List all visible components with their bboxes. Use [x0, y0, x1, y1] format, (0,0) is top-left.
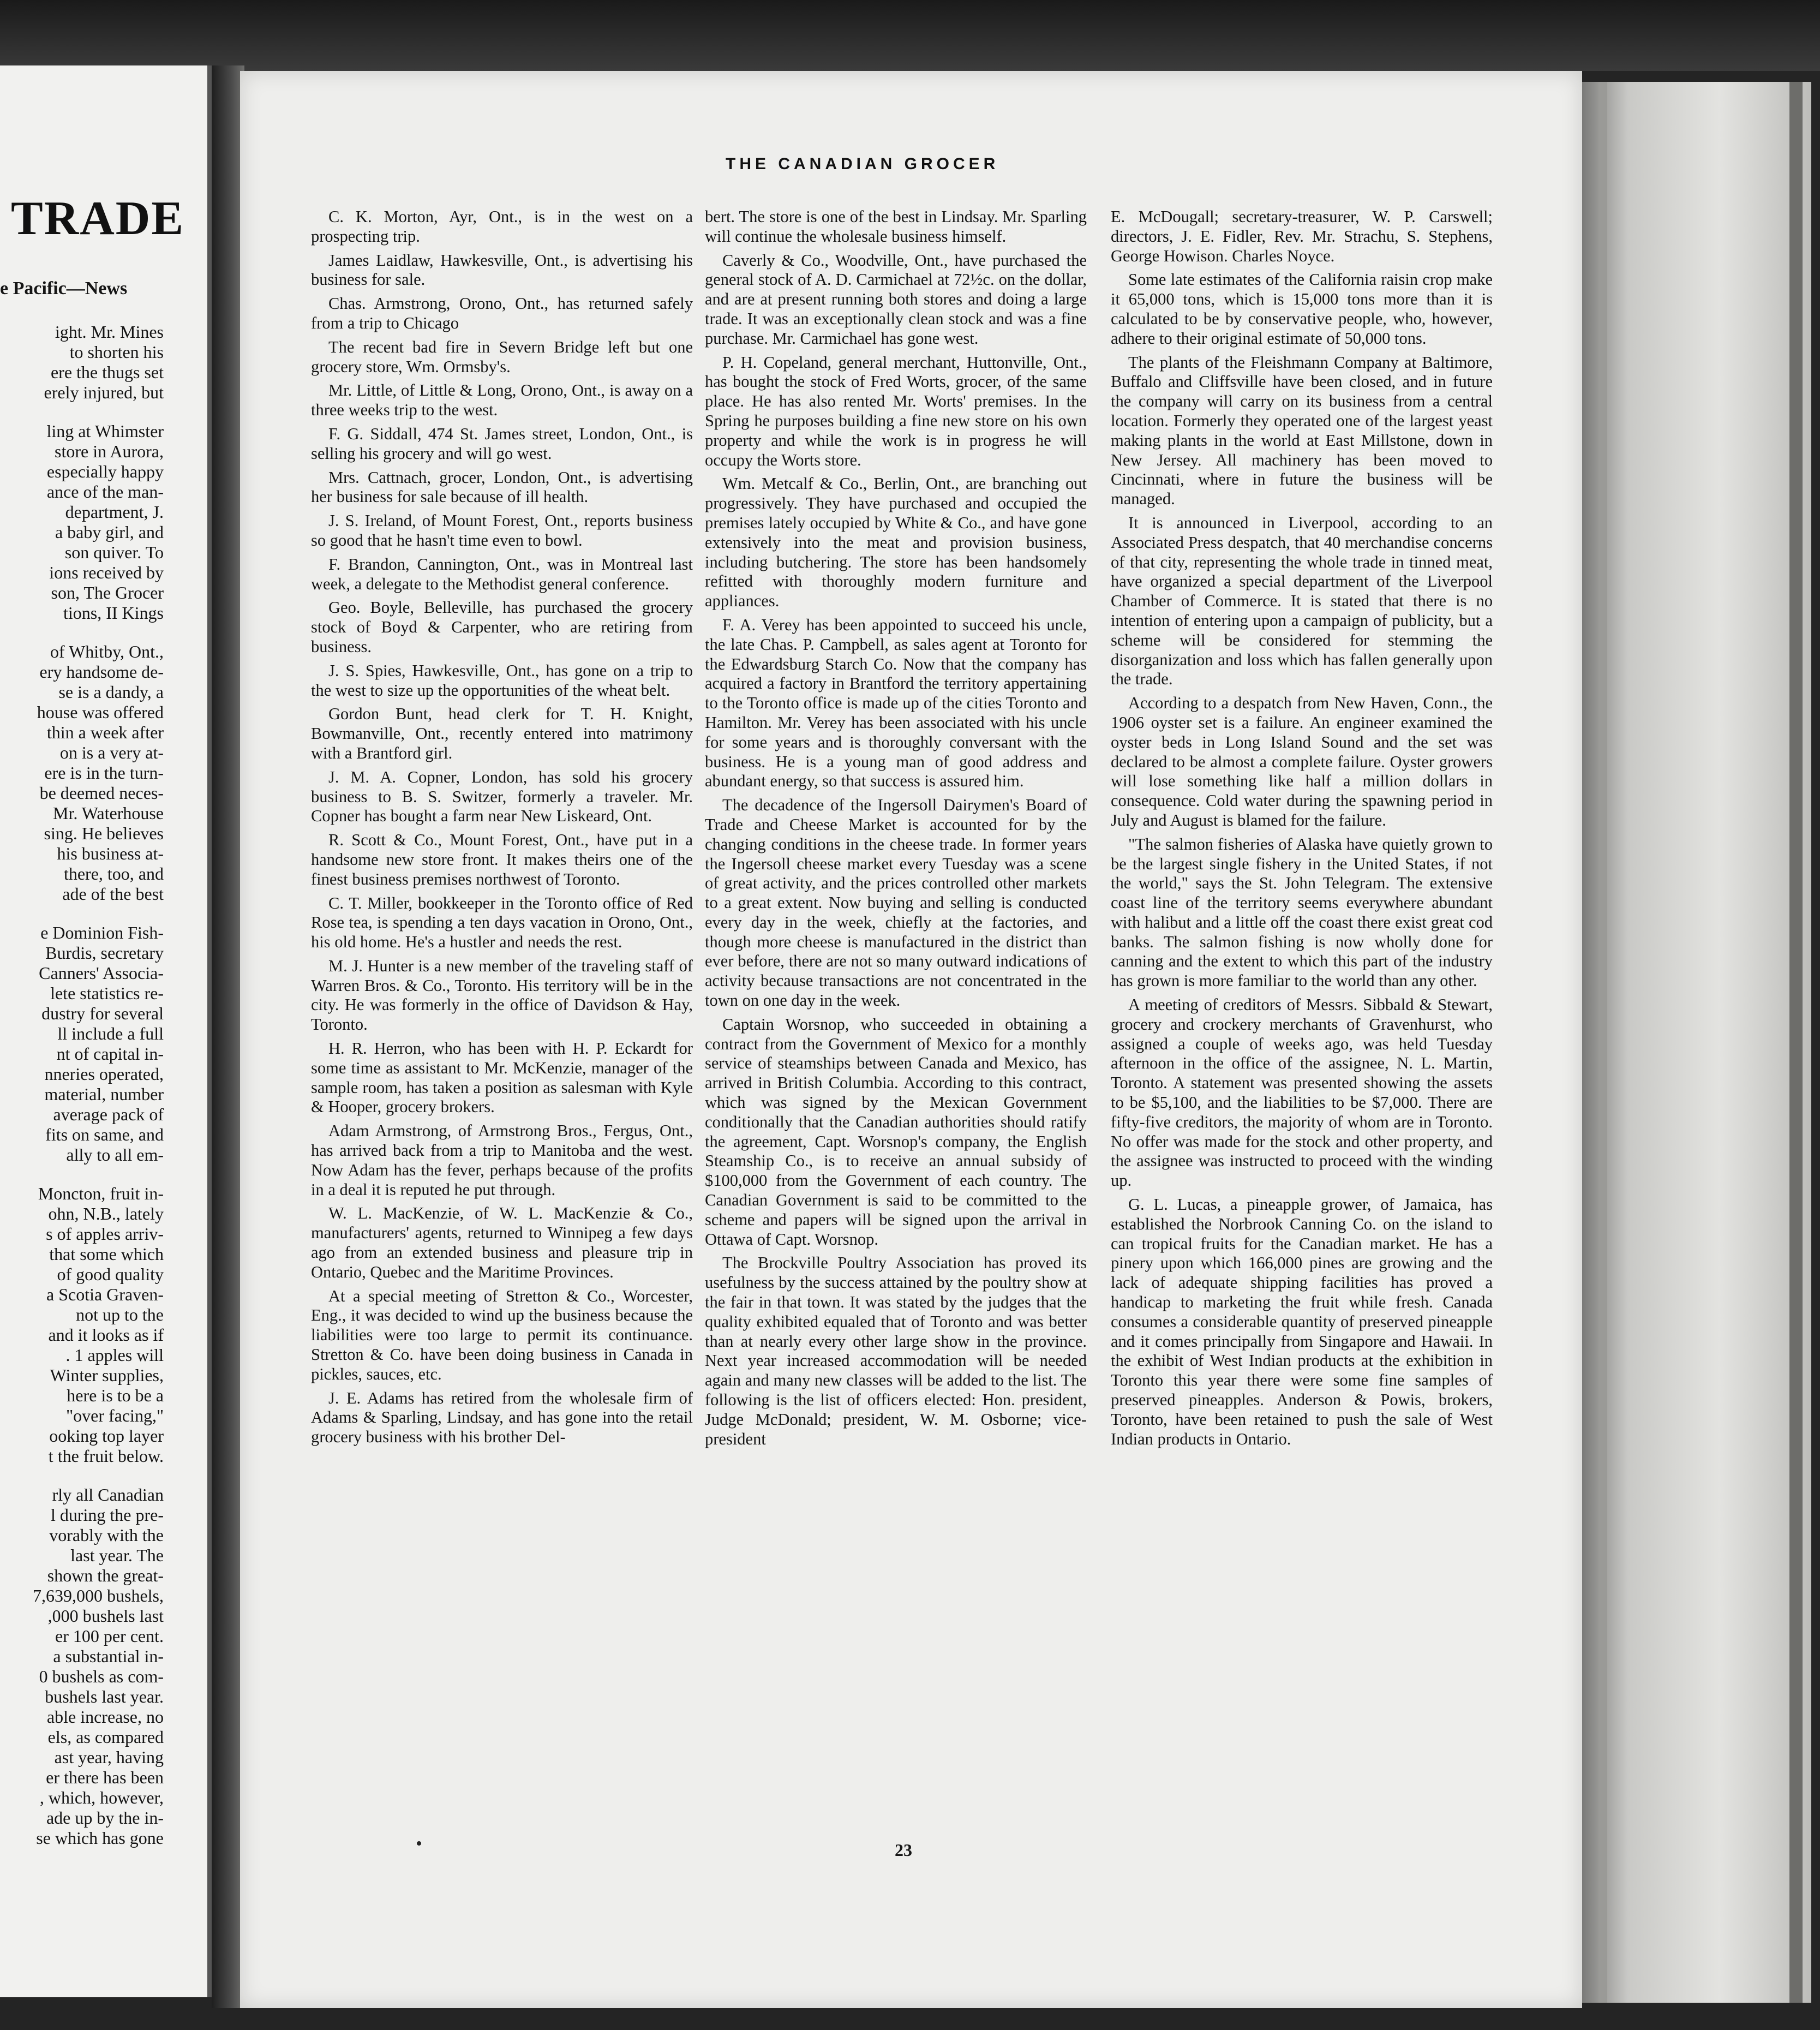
news-paragraph: A meeting of creditors of Messrs. Sibbald & Stewart, grocery and crockery merchants of Gravenhurst, who assigned a couple of weeks ago, was held Tuesday afternoon in the office of the assignee, N. L. Martin, Toronto. A statement was presented showing the assets to be $5,100, and the liabilities to be $7,000. There are fifty-five creditors, the majority of whom are in Toronto. No offer was made for the stock and other property, and the assignee was instructed to proceed with the winding up. — [1111, 995, 1493, 1190]
page-stack-line — [1789, 82, 1803, 2003]
facing-page-line: store in Aurora, — [55, 441, 164, 461]
news-paragraph: Caverly & Co., Woodville, Ont., have purchased the general stock of A. D. Carmichael at 72½c. on the dollar, and are at present running both stores and doing a large trade. It was an exceptionally clean stock and was a fine purchase. Mr. Carmichael has gone west. — [705, 250, 1087, 348]
facing-page-line: able increase, no — [46, 1707, 164, 1727]
facing-page-line: , which, however, — [39, 1788, 164, 1807]
facing-page-line: "over facing," — [66, 1406, 164, 1425]
facing-page-line: ere is in the turn- — [44, 763, 164, 783]
facing-page-line: ast year, having — [54, 1747, 164, 1767]
facing-page-line: er 100 per cent. — [55, 1626, 164, 1646]
facing-page-line: ery handsome de- — [39, 662, 164, 682]
facing-page-line: er there has been — [46, 1768, 164, 1787]
paragraph-gap — [0, 1466, 164, 1485]
news-paragraph: Mrs. Cattnach, grocer, London, Ont., is advertising her business for sale because of ill health. — [311, 468, 693, 506]
news-paragraph: It is announced in Liverpool, according to an Associated Press despatch, that 40 merchandise concerns of that city, representing the whole trade in tinned meat, have organized a special department of the Liverpool Chamber of Commerce. It is stated that there is no intention of entering upon a campaign of publicity, but a scheme will be considered for stemming the disorganization and loss which has fallen generally upon the trade. — [1111, 513, 1493, 689]
facing-page-line: there, too, and — [63, 864, 164, 883]
facing-page-line: e Dominion Fish- — [40, 923, 164, 942]
facing-page-line: Canners' Associa- — [39, 963, 164, 983]
facing-page-line: his business at- — [57, 844, 164, 863]
news-paragraph: M. J. Hunter is a new member of the traveling staff of Warren Bros. & Co., Toronto. His territory will be in the city. He was formerly in the office of Davidson & Hay, Toronto. — [311, 956, 693, 1034]
page-stack-line — [1599, 82, 1607, 2003]
facing-page-line: vorably with the — [49, 1525, 164, 1545]
facing-page-line: son quiver. To — [64, 542, 164, 562]
facing-page-text — [0, 322, 167, 1848]
facing-page-line: house was offered — [37, 702, 164, 722]
facing-page-line: Burdis, secretary — [45, 943, 164, 963]
facing-page-line: department, J. — [65, 502, 164, 522]
facing-page-left — [0, 65, 212, 1997]
book-gutter — [212, 65, 244, 2008]
facing-page-title: TRADE — [11, 192, 185, 245]
facing-page-line: on is a very at- — [59, 743, 164, 762]
news-paragraph: Chas. Armstrong, Orono, Ont., has returned safely from a trip to Chicago — [311, 294, 693, 332]
facing-page-line: els, as compared — [47, 1727, 164, 1747]
facing-page-line: sing. He believes — [44, 823, 164, 843]
facing-page-line: that some which — [49, 1244, 164, 1264]
news-paragraph: The decadence of the Ingersoll Dairymen's Board of Trade and Cheese Market is accounted for by the changing conditions in the cheese trade. In former years the Ingersoll cheese market every Tuesday was a scene of great activity, and the prices controlled other markets to a great extent. Now buying and selling is conducted every day in the week, chiefly at the factories, and though more cheese is manufactured in the district than ever before, there are not so many outward indications of activity because transactions are not concentrated in the town on one day in the week. — [705, 796, 1087, 1010]
facing-page-line: rly all Canadian — [52, 1485, 164, 1504]
facing-page-line: Moncton, fruit in- — [38, 1184, 164, 1203]
news-paragraph: Geo. Boyle, Belleville, has purchased the grocery stock of Boyd & Carpenter, who are retiring from business. — [311, 598, 693, 656]
text-column-2 — [705, 207, 1087, 1453]
news-paragraph: J. S. Ireland, of Mount Forest, Ont., reports business so good that he hasn't time even to bowl. — [311, 511, 693, 550]
facing-page-line: a baby girl, and — [55, 522, 164, 542]
facing-page-line: to shorten his — [69, 342, 164, 362]
news-paragraph: F. A. Verey has been appointed to succeed his uncle, the late Chas. P. Campbell, as sales agent at Toronto for the Edwardsburg Starch Co. Now that the company has acquired a factory in Brantford the territory appertaining to the Toronto office is made up of the cities Toronto and Hamilton. Mr. Verey has been associated with his uncle for some years and is thoroughly conversant with the business. He is a young man of good address and abundant energy, so that success is assured him. — [705, 615, 1087, 791]
paragraph-gap — [0, 403, 164, 421]
facing-page-line: ance of the man- — [46, 482, 164, 501]
facing-page-line: not up to the — [76, 1305, 164, 1324]
news-paragraph: R. Scott & Co., Mount Forest, Ont., have put in a handsome new store front. It makes theirs one of the finest business premises northwest of Toronto. — [311, 831, 693, 888]
news-paragraph: Wm. Metcalf & Co., Berlin, Ont., are branching out progressively. They have purchased and occupied the premises lately occupied by White & Co., and have gone extensively into the meat and provision business, including butchering. The store has been handsomely refitted with thoroughly modern furniture and appliances. — [705, 474, 1087, 611]
facing-page-line: ll include a full — [57, 1024, 164, 1043]
ink-dot — [417, 1841, 421, 1846]
scan-border-top — [0, 0, 1820, 71]
text-column-1 — [311, 207, 693, 1452]
news-paragraph: P. H. Copeland, general merchant, Huttonville, Ont., has bought the stock of Fred Worts, grocer, of the same place. He has also rented Mr. Worts' premises. In the Spring he purposes building a fine new store on his own property and while the work is in progress he will occupy the Worts store. — [705, 353, 1087, 469]
facing-page-line: ooking top layer — [49, 1426, 164, 1446]
facing-page-line: 7,639,000 bushels, — [33, 1586, 164, 1605]
news-paragraph: E. McDougall; secretary-treasurer, W. P. Carswell; directors, J. E. Fidler, Rev. Mr. Strachu, S. Stephens, George Howison. Charles Noyce. — [1111, 207, 1493, 265]
news-paragraph: Some late estimates of the California raisin crop make it 65,000 tons, which is 15,000 tons more than it is calculated to be by conservative people, who, however, adhere to their original estimate of 50,000 tons. — [1111, 270, 1493, 348]
news-paragraph: bert. The store is one of the best in Lindsay. Mr. Sparling will continue the wholesale business himself. — [705, 207, 1087, 246]
facing-page-line: ade up by the in- — [46, 1808, 164, 1828]
news-paragraph: Adam Armstrong, of Armstrong Bros., Fergus, Ont., has arrived back from a trip to Manitoba and the west. Now Adam has the fever, perhaps because of the profits in a deal it is reputed he put through. — [311, 1121, 693, 1199]
facing-page-line: ,000 bushels last — [47, 1606, 164, 1626]
facing-page-line: se which has gone — [36, 1828, 164, 1848]
news-paragraph: J. M. A. Copner, London, has sold his grocery business to B. S. Switzer, formerly a traveler. Mr. Copner has bought a farm near New Liskeard, Ont. — [311, 767, 693, 826]
news-paragraph: C. T. Miller, bookkeeper in the Toronto office of Red Rose tea, is spending a ten days vacation in Orono, Ont., his old home. He's a hustler and needs the rest. — [311, 893, 693, 952]
news-paragraph: "The salmon fisheries of Alaska have quietly grown to be the largest single fishery in the United States, if not the world," says the St. John Telegram. The extensive coast line of the territory seems everywhere abundant with halibut and a little off the coast there exist great cod banks. The salmon fishing is now wholly done for canning and the extent to which this part of the industry has grown is more familiar to the world than any other. — [1111, 834, 1493, 990]
facing-page-line: Mr. Waterhouse — [52, 803, 164, 823]
facing-page-line: ions received by — [49, 563, 164, 582]
facing-page-line: se is a dandy, a — [58, 682, 164, 702]
news-paragraph: Captain Worsnop, who succeeded in obtaining a contract from the Government of Mexico for a monthly service of steamships between Canada and Mexico, has arrived in British Columbia. According to this contract, which was signed by the Mexican Government conditionally that the Canadian authorities should ratify the agreement, Capt. Worsnop's company, the English Steamship Co., is to receive an annual subsidy of $100,000 from the Government of each country. The Canadian Government is said to be committed to the scheme and papers will be signed upon the arrival in Ottawa of Capt. Worsnop. — [705, 1014, 1087, 1249]
facing-page-line: s of apples arriv- — [46, 1224, 164, 1244]
facing-page-line: lete statistics re- — [50, 983, 164, 1003]
facing-page-line: a substantial in- — [53, 1646, 164, 1666]
paragraph-gap — [0, 904, 164, 923]
page-number: 23 — [895, 1840, 912, 1860]
facing-page-line: average pack of — [53, 1104, 164, 1124]
facing-page-line: shown the great- — [47, 1566, 164, 1585]
news-paragraph: W. L. MacKenzie, of W. L. MacKenzie & Co., manufacturers' agents, returned to Winnipeg a few days ago from an extended business and pleasure trip in Ontario, Quebec and the Maritime Provinces. — [311, 1204, 693, 1281]
news-paragraph: G. L. Lucas, a pineapple grower, of Jamaica, has established the Norbrook Canning Co. on the island to can tropical fruits for the Canadian market. He has a pinery upon which 166,000 pines are growing and the lack of adequate shipping facilities has proved a handicap to marketing the fruit while fresh. Canada consumes a considerable quantity of preserved pineapple and it comes principally from Singapore and Hawaii. In the exhibit of West Indian products at the exhibition in Toronto this year there were some fine samples of preserved pineapples. Anderson & Powis, brokers, Toronto, have been retained to push the sale of West Indian products in Ontario. — [1111, 1195, 1493, 1448]
facing-page-line: material, number — [44, 1084, 164, 1104]
facing-page-line: ere the thugs set — [50, 362, 164, 382]
facing-page-line: tions, II Kings — [63, 603, 164, 623]
news-paragraph: H. R. Herron, who has been with H. P. Eckardt for some time as assistant to Mr. McKenzie, manager of the sample room, has taken a position as salesman with Kyle & Hooper, grocery brokers. — [311, 1039, 693, 1116]
paragraph-gap — [0, 623, 164, 642]
facing-page-line: thin a week after — [46, 723, 164, 742]
facing-page-line: erely injured, but — [44, 383, 164, 402]
facing-page-line: fits on same, and — [45, 1125, 164, 1144]
facing-page-line: nneries operated, — [44, 1064, 164, 1084]
facing-page-line: ohn, N.B., lately — [48, 1204, 164, 1223]
facing-page-line: ade of the best — [62, 884, 164, 904]
facing-page-line: a Scotia Graven- — [46, 1285, 164, 1304]
facing-page-line: and it looks as if — [48, 1325, 164, 1345]
facing-page-line: be deemed neces- — [39, 783, 164, 803]
facing-page-line: . 1 apples will — [65, 1345, 164, 1365]
text-column-3 — [1111, 207, 1493, 1453]
page-stack-edge — [1582, 82, 1811, 2003]
news-paragraph: F. G. Siddall, 474 St. James street, London, Ont., is selling his grocery and will go west. — [311, 424, 693, 463]
facing-page-line: bushels last year. — [45, 1687, 164, 1706]
facing-page-line: last year. The — [70, 1545, 164, 1565]
news-paragraph: The plants of the Fleishmann Company at Baltimore, Buffalo and Cliffsville have been closed, and in future the company will carry on its business from a central location. Formerly they operated one of the largest yeast making plants in the world at East Millstone, down in New Jersey. All machinery has been moved to Cincinnati, where in future the business will be managed. — [1111, 353, 1493, 509]
facing-page-line: 0 bushels as com- — [39, 1667, 164, 1686]
facing-page-line: of good quality — [57, 1264, 164, 1284]
news-paragraph: F. Brandon, Cannington, Ont., was in Montreal last week, a delegate to the Methodist general conference. — [311, 554, 693, 593]
paragraph-gap — [0, 1165, 164, 1184]
facing-page-subtitle: e Pacific—News — [0, 278, 128, 298]
facing-page-line: of Whitby, Ont., — [50, 642, 164, 661]
facing-page-line: Winter supplies, — [50, 1365, 164, 1385]
facing-page-line: nt of capital in- — [56, 1044, 164, 1064]
facing-page-line: dustry for several — [41, 1004, 164, 1023]
facing-page-line: t the fruit below. — [48, 1446, 164, 1466]
facing-page-line: son, The Grocer — [51, 583, 164, 602]
news-paragraph: According to a despatch from New Haven, Conn., the 1906 oyster set is a failure. An engineer examined the oyster beds in Long Island Sound and the set was declared to be almost a complete failure. Oyster growers will lose something like half a million dollars in consequence. Cold water during the spawning period in July and August is blamed for the failure. — [1111, 694, 1493, 829]
news-paragraph: Mr. Little, of Little & Long, Orono, Ont., is away on a three weeks trip to the west. — [311, 381, 693, 420]
news-paragraph: Gordon Bunt, head clerk for T. H. Knight, Bowmanville, Ont., recently entered into matrimony with a Brantford girl. — [311, 704, 693, 762]
news-paragraph: J. S. Spies, Hawkesville, Ont., has gone on a trip to the west to size up the opportunities of the wheat belt. — [311, 661, 693, 700]
facing-page-line: especially happy — [46, 462, 164, 481]
news-paragraph: The Brockville Poultry Association has proved its usefulness by the success attained by the poultry show at the fair in that town. It was stated by the judges that the quality exhibited equaled that of Toronto and was better than at nearly every other large show in the province. Next year increased accommodation will be needed again and many new classes will be added to the list. The following is the list of officers elected: Hon. president, Judge McDonald; president, W. M. Osborne; vice-president — [705, 1253, 1087, 1448]
facing-page-line: here is to be a — [67, 1386, 164, 1405]
news-paragraph: The recent bad fire in Severn Bridge left but one grocery store, Wm. Ormsby's. — [311, 337, 693, 376]
facing-page-line: ling at Whimster — [46, 421, 164, 441]
news-paragraph: At a special meeting of Stretton & Co., Worcester, Eng., it was decided to wind up the business because the liabilities were too large to permit its continuance. Stretton & Co. have been doing business in Canada in pickles, sauces, etc. — [311, 1286, 693, 1383]
facing-page-line: l during the pre- — [50, 1505, 164, 1525]
news-paragraph: James Laidlaw, Hawkesville, Ont., is advertising his business for sale. — [311, 250, 693, 289]
running-header: THE CANADIAN GROCER — [726, 155, 999, 173]
news-paragraph: C. K. Morton, Ayr, Ont., is in the west on a prospecting trip. — [311, 207, 693, 246]
news-paragraph: J. E. Adams has retired from the wholesale firm of Adams & Sparling, Lindsay, and has gone into the retail grocery business with his brother Del- — [311, 1388, 693, 1447]
facing-page-line: ight. Mr. Mines — [55, 322, 164, 342]
facing-page-line: ally to all em- — [66, 1145, 164, 1165]
